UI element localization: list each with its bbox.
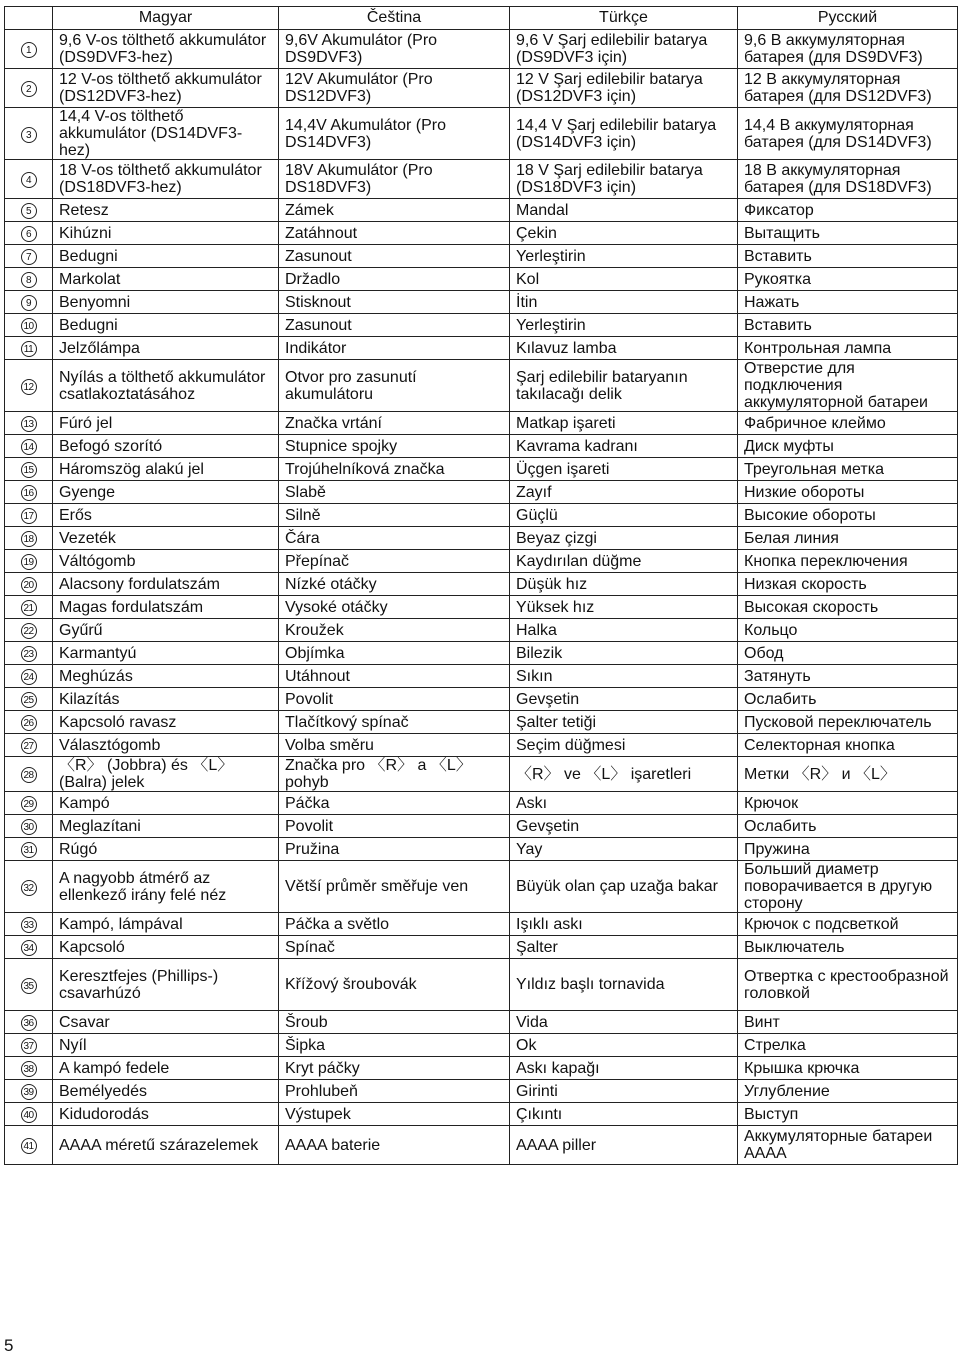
cell-russian: Фабричное клеймо — [738, 412, 958, 435]
cell-turkish: İtin — [510, 291, 738, 314]
circled-number: 36 — [21, 1015, 37, 1031]
table-row — [5, 642, 958, 665]
table-row — [5, 291, 958, 314]
cell-czech: Šroub — [279, 1011, 510, 1034]
column-header-turkish: Türkçe — [510, 7, 738, 30]
row-number-cell — [5, 1080, 53, 1103]
cell-hungarian: Bedugni — [53, 314, 279, 337]
row-number-cell — [5, 792, 53, 815]
cell-russian: Высокие обороты — [738, 504, 958, 527]
cell-turkish: Askı — [510, 792, 738, 815]
cell-russian: Селекторная кнопка — [738, 734, 958, 757]
cell-czech: Kroužek — [279, 619, 510, 642]
table-row — [5, 913, 958, 936]
row-number-cell — [5, 291, 53, 314]
table-row — [5, 245, 958, 268]
cell-hungarian: Háromszög alakú jel — [53, 458, 279, 481]
cell-czech: Zatáhnout — [279, 222, 510, 245]
cell-turkish: Matkap işareti — [510, 412, 738, 435]
table-row — [5, 665, 958, 688]
circled-number: 28 — [21, 767, 37, 783]
row-number-cell — [5, 1126, 53, 1165]
cell-hungarian: Erős — [53, 504, 279, 527]
row-number-cell — [5, 665, 53, 688]
cell-hungarian: 18 V-os tölthető akkumulátor (DS18DVF3-hez) — [53, 160, 279, 199]
circled-number: 34 — [21, 940, 37, 956]
table-row — [5, 1011, 958, 1034]
cell-czech: Prohlubeň — [279, 1080, 510, 1103]
circled-number: 11 — [21, 341, 37, 357]
cell-czech: Stupnice spojky — [279, 435, 510, 458]
table-row — [5, 1034, 958, 1057]
row-number-cell — [5, 838, 53, 861]
cell-turkish: Yıldız başlı tornavida — [510, 959, 738, 1011]
column-header-czech: Čeština — [279, 7, 510, 30]
cell-turkish: Kılavuz lamba — [510, 337, 738, 360]
cell-russian: Выступ — [738, 1103, 958, 1126]
row-number-cell — [5, 757, 53, 792]
cell-czech: Vysoké otáčky — [279, 596, 510, 619]
row-number-cell — [5, 936, 53, 959]
cell-russian: Вытащить — [738, 222, 958, 245]
cell-russian: Нажать — [738, 291, 958, 314]
row-number-cell — [5, 30, 53, 69]
cell-czech: Značka pro 〈R〉 a 〈L〉 pohyb — [279, 757, 510, 792]
cell-czech: Silně — [279, 504, 510, 527]
row-number-cell — [5, 412, 53, 435]
circled-number: 35 — [21, 978, 37, 994]
cell-hungarian: Meghúzás — [53, 665, 279, 688]
cell-hungarian: Benyomni — [53, 291, 279, 314]
table-row — [5, 550, 958, 573]
cell-russian: Затянуть — [738, 665, 958, 688]
cell-turkish: Zayıf — [510, 481, 738, 504]
cell-hungarian: Csavar — [53, 1011, 279, 1034]
column-header-russian: Русский — [738, 7, 958, 30]
table-row — [5, 69, 958, 108]
row-number-cell — [5, 314, 53, 337]
circled-number: 5 — [21, 203, 37, 219]
row-number-cell — [5, 337, 53, 360]
cell-czech: 18V Akumulátor (Pro DS18DVF3) — [279, 160, 510, 199]
page-number: 5 — [4, 1336, 14, 1355]
cell-russian: Ослабить — [738, 688, 958, 711]
cell-russian: 9,6 В аккумуляторная батарея (для DS9DVF3) — [738, 30, 958, 69]
circled-number: 25 — [21, 692, 37, 708]
table-row — [5, 861, 958, 913]
row-number-cell — [5, 959, 53, 1011]
cell-czech: Indikátor — [279, 337, 510, 360]
cell-hungarian: Kidudorodás — [53, 1103, 279, 1126]
circled-number: 27 — [21, 738, 37, 754]
cell-czech: Nízké otáčky — [279, 573, 510, 596]
circled-number: 32 — [21, 880, 37, 896]
table-row — [5, 1080, 958, 1103]
cell-russian: Белая линия — [738, 527, 958, 550]
cell-hungarian: Kilazítás — [53, 688, 279, 711]
cell-hungarian: Befogó szorító — [53, 435, 279, 458]
circled-number: 30 — [21, 819, 37, 835]
table-row — [5, 1126, 958, 1165]
table-row — [5, 30, 958, 69]
circled-number: 8 — [21, 272, 37, 288]
cell-turkish: Güçlü — [510, 504, 738, 527]
table-row — [5, 596, 958, 619]
table-row — [5, 412, 958, 435]
row-number-cell — [5, 435, 53, 458]
cell-hungarian: A kampó fedele — [53, 1057, 279, 1080]
cell-russian: Ослабить — [738, 815, 958, 838]
cell-hungarian: Vezeték — [53, 527, 279, 550]
cell-russian: Крышка крючка — [738, 1057, 958, 1080]
cell-hungarian: Kampó, lámpával — [53, 913, 279, 936]
cell-hungarian: Markolat — [53, 268, 279, 291]
column-header-hungarian: Magyar — [53, 7, 279, 30]
cell-czech: Pružina — [279, 838, 510, 861]
row-number-cell — [5, 360, 53, 412]
circled-number: 39 — [21, 1084, 37, 1100]
cell-turkish: Seçim düğmesi — [510, 734, 738, 757]
table-row — [5, 1103, 958, 1126]
cell-russian: Обод — [738, 642, 958, 665]
row-number-cell — [5, 619, 53, 642]
cell-russian: 18 В аккумуляторная батарея (для DS18DVF3) — [738, 160, 958, 199]
cell-hungarian: Magas fordulatszám — [53, 596, 279, 619]
row-number-cell — [5, 642, 53, 665]
cell-turkish: Yüksek hız — [510, 596, 738, 619]
table-row — [5, 619, 958, 642]
circled-number: 29 — [21, 796, 37, 812]
row-number-cell — [5, 596, 53, 619]
circled-number: 3 — [21, 127, 37, 143]
cell-russian: Отверстие для подключения аккумуляторной батареи — [738, 360, 958, 412]
cell-hungarian: Retesz — [53, 199, 279, 222]
circled-number: 16 — [21, 485, 37, 501]
cell-czech: Zámek — [279, 199, 510, 222]
circled-number: 26 — [21, 715, 37, 731]
circled-number: 22 — [21, 623, 37, 639]
circled-number: 21 — [21, 600, 37, 616]
cell-russian: Углубление — [738, 1080, 958, 1103]
circled-number: 1 — [21, 42, 37, 58]
row-number-cell — [5, 711, 53, 734]
circled-number: 6 — [21, 226, 37, 242]
cell-turkish: Çıkıntı — [510, 1103, 738, 1126]
circled-number: 37 — [21, 1038, 37, 1054]
cell-czech: Stisknout — [279, 291, 510, 314]
cell-czech: Trojúhelníková značka — [279, 458, 510, 481]
cell-czech: Výstupek — [279, 1103, 510, 1126]
cell-russian: Пусковой переключатель — [738, 711, 958, 734]
row-number-cell — [5, 688, 53, 711]
cell-hungarian: Karmantyú — [53, 642, 279, 665]
table-row — [5, 504, 958, 527]
cell-czech: Otvor pro zasunutí akumulátoru — [279, 360, 510, 412]
table-row — [5, 458, 958, 481]
cell-turkish: Çekin — [510, 222, 738, 245]
row-number-cell — [5, 913, 53, 936]
circled-number: 20 — [21, 577, 37, 593]
cell-hungarian: Alacsony fordulatszám — [53, 573, 279, 596]
row-number-cell — [5, 108, 53, 160]
cell-turkish: 18 V Şarj edilebilir batarya (DS18DVF3 için) — [510, 160, 738, 199]
circled-number: 23 — [21, 646, 37, 662]
cell-turkish: Ok — [510, 1034, 738, 1057]
cell-hungarian: Keresztfejes (Phillips-) csavarhúzó — [53, 959, 279, 1011]
row-number-cell — [5, 1034, 53, 1057]
cell-russian: Винт — [738, 1011, 958, 1034]
cell-russian: Низкая скорость — [738, 573, 958, 596]
cell-hungarian: 14,4 V-os tölthető akkumulátor (DS14DVF3-hez) — [53, 108, 279, 160]
cell-hungarian: Fúró jel — [53, 412, 279, 435]
cell-hungarian: Gyűrű — [53, 619, 279, 642]
cell-turkish: Üçgen işareti — [510, 458, 738, 481]
circled-number: 7 — [21, 249, 37, 265]
row-number-cell — [5, 861, 53, 913]
cell-czech: Spínač — [279, 936, 510, 959]
cell-russian: Треугольная метка — [738, 458, 958, 481]
cell-turkish: Askı kapağı — [510, 1057, 738, 1080]
cell-turkish: Vida — [510, 1011, 738, 1034]
row-number-cell — [5, 527, 53, 550]
circled-number: 19 — [21, 554, 37, 570]
cell-turkish: Mandal — [510, 199, 738, 222]
row-number-cell — [5, 222, 53, 245]
table-body — [5, 30, 958, 1165]
cell-turkish: Yerleştirin — [510, 245, 738, 268]
table-row — [5, 711, 958, 734]
cell-turkish: Düşük hız — [510, 573, 738, 596]
cell-turkish: Büyük olan çap uzağa bakar — [510, 861, 738, 913]
cell-hungarian: Váltógomb — [53, 550, 279, 573]
cell-czech: AAAA baterie — [279, 1126, 510, 1165]
cell-czech: Držadlo — [279, 268, 510, 291]
row-number-cell — [5, 199, 53, 222]
cell-czech: Větší průměr směřuje ven — [279, 861, 510, 913]
circled-number: 13 — [21, 416, 37, 432]
table-row — [5, 573, 958, 596]
cell-russian: Вставить — [738, 314, 958, 337]
table-row — [5, 481, 958, 504]
circled-number: 12 — [21, 379, 37, 395]
cell-hungarian: AAAA méretű szárazelemek — [53, 1126, 279, 1165]
cell-hungarian: Bemélyedés — [53, 1080, 279, 1103]
table-row — [5, 337, 958, 360]
row-number-cell — [5, 458, 53, 481]
table-row — [5, 936, 958, 959]
cell-hungarian: Bedugni — [53, 245, 279, 268]
cell-russian: Метки 〈R〉 и 〈L〉 — [738, 757, 958, 792]
table-row — [5, 1057, 958, 1080]
circled-number: 4 — [21, 172, 37, 188]
cell-czech: Zasunout — [279, 245, 510, 268]
cell-russian: Высокая скорость — [738, 596, 958, 619]
cell-russian: 14,4 В аккумуляторная батарея (для DS14DVF3) — [738, 108, 958, 160]
cell-turkish: Yay — [510, 838, 738, 861]
row-number-cell — [5, 481, 53, 504]
cell-czech: Slabě — [279, 481, 510, 504]
cell-turkish: Gevşetin — [510, 688, 738, 711]
cell-czech: Zasunout — [279, 314, 510, 337]
table-row — [5, 222, 958, 245]
table-row — [5, 959, 958, 1011]
table-row — [5, 757, 958, 792]
row-number-cell — [5, 1057, 53, 1080]
cell-russian: Отвертка с крестообразной головкой — [738, 959, 958, 1011]
cell-hungarian: Választógomb — [53, 734, 279, 757]
cell-russian: Выключатель — [738, 936, 958, 959]
cell-czech: Páčka a světlo — [279, 913, 510, 936]
cell-turkish: Gevşetin — [510, 815, 738, 838]
cell-hungarian: A nagyobb átmérő az ellenkező irány felé néz — [53, 861, 279, 913]
cell-turkish: Kavrama kadranı — [510, 435, 738, 458]
cell-russian: 12 В аккумуляторная батарея (для DS12DVF3) — [738, 69, 958, 108]
cell-hungarian: Kihúzni — [53, 222, 279, 245]
terminology-table — [4, 6, 958, 1165]
cell-turkish: 12 V Şarj edilebilir batarya (DS12DVF3 için) — [510, 69, 738, 108]
cell-czech: Čára — [279, 527, 510, 550]
cell-hungarian: Gyenge — [53, 481, 279, 504]
cell-hungarian: Nyíl — [53, 1034, 279, 1057]
cell-russian: Пружина — [738, 838, 958, 861]
number-column-header — [5, 7, 53, 30]
row-number-cell — [5, 504, 53, 527]
cell-russian: Стрелка — [738, 1034, 958, 1057]
cell-turkish: Şalter tetiği — [510, 711, 738, 734]
cell-czech: Povolit — [279, 688, 510, 711]
cell-czech: Volba směru — [279, 734, 510, 757]
circled-number: 15 — [21, 462, 37, 478]
row-number-cell — [5, 550, 53, 573]
cell-russian: Аккумуляторные батареи AAAA — [738, 1126, 958, 1165]
cell-turkish: 14,4 V Şarj edilebilir batarya (DS14DVF3 için) — [510, 108, 738, 160]
table-row — [5, 160, 958, 199]
cell-czech: 12V Akumulátor (Pro DS12DVF3) — [279, 69, 510, 108]
cell-turkish: Şarj edilebilir bataryanın takılacağı delik — [510, 360, 738, 412]
table-row — [5, 108, 958, 160]
cell-hungarian: Rúgó — [53, 838, 279, 861]
row-number-cell — [5, 734, 53, 757]
cell-hungarian: Nyílás a tölthető akkumulátor csatlakoztatásához — [53, 360, 279, 412]
table-row — [5, 734, 958, 757]
cell-turkish: Girinti — [510, 1080, 738, 1103]
circled-number: 40 — [21, 1107, 37, 1123]
row-number-cell — [5, 815, 53, 838]
table-row — [5, 199, 958, 222]
circled-number: 38 — [21, 1061, 37, 1077]
circled-number: 24 — [21, 669, 37, 685]
table-row — [5, 360, 958, 412]
circled-number: 2 — [21, 81, 37, 97]
circled-number: 31 — [21, 842, 37, 858]
cell-hungarian: Kapcsoló ravasz — [53, 711, 279, 734]
cell-turkish: Beyaz çizgi — [510, 527, 738, 550]
cell-turkish: Bilezik — [510, 642, 738, 665]
cell-hungarian: Kapcsoló — [53, 936, 279, 959]
cell-hungarian: Jelzőlámpa — [53, 337, 279, 360]
cell-russian: Фиксатор — [738, 199, 958, 222]
circled-number: 18 — [21, 531, 37, 547]
cell-hungarian: 9,6 V-os tölthető akkumulátor (DS9DVF3-hez) — [53, 30, 279, 69]
header-row — [5, 7, 958, 30]
row-number-cell — [5, 69, 53, 108]
cell-czech: Značka vrtání — [279, 412, 510, 435]
cell-russian: Рукоятка — [738, 268, 958, 291]
cell-russian: Контрольная лампа — [738, 337, 958, 360]
cell-czech: Utáhnout — [279, 665, 510, 688]
cell-russian: Вставить — [738, 245, 958, 268]
cell-hungarian: Meglazítani — [53, 815, 279, 838]
circled-number: 41 — [21, 1138, 37, 1154]
cell-hungarian: 〈R〉 (Jobbra) és 〈L〉 (Balra) jelek — [53, 757, 279, 792]
cell-czech: Křížový šroubovák — [279, 959, 510, 1011]
cell-turkish: 〈R〉 ve 〈L〉 işaretleri — [510, 757, 738, 792]
cell-turkish: Işıklı askı — [510, 913, 738, 936]
cell-czech: Povolit — [279, 815, 510, 838]
table-row — [5, 815, 958, 838]
table-row — [5, 268, 958, 291]
row-number-cell — [5, 160, 53, 199]
table-row — [5, 792, 958, 815]
circled-number: 9 — [21, 295, 37, 311]
cell-czech: 14,4V Akumulátor (Pro DS14DVF3) — [279, 108, 510, 160]
table-row — [5, 838, 958, 861]
cell-czech: Šipka — [279, 1034, 510, 1057]
row-number-cell — [5, 1011, 53, 1034]
table-row — [5, 688, 958, 711]
cell-turkish: Kol — [510, 268, 738, 291]
row-number-cell — [5, 245, 53, 268]
circled-number: 33 — [21, 917, 37, 933]
cell-czech: Přepínač — [279, 550, 510, 573]
cell-turkish: Kaydırılan düğme — [510, 550, 738, 573]
table-row — [5, 435, 958, 458]
cell-turkish: Yerleştirin — [510, 314, 738, 337]
cell-russian: Низкие обороты — [738, 481, 958, 504]
circled-number: 10 — [21, 318, 37, 334]
cell-russian: Кнопка переключения — [738, 550, 958, 573]
row-number-cell — [5, 268, 53, 291]
row-number-cell — [5, 573, 53, 596]
row-number-cell — [5, 1103, 53, 1126]
table-row — [5, 527, 958, 550]
cell-turkish: 9,6 V Şarj edilebilir batarya (DS9DVF3 için) — [510, 30, 738, 69]
cell-czech: Kryt páčky — [279, 1057, 510, 1080]
cell-russian: Крючок — [738, 792, 958, 815]
cell-turkish: AAAA piller — [510, 1126, 738, 1165]
cell-hungarian: Kampó — [53, 792, 279, 815]
cell-czech: Objímka — [279, 642, 510, 665]
cell-czech: Tlačítkový spínač — [279, 711, 510, 734]
cell-turkish: Sıkın — [510, 665, 738, 688]
cell-russian: Диск муфты — [738, 435, 958, 458]
cell-russian: Кольцо — [738, 619, 958, 642]
cell-russian: Больший диаметр поворачивается в другую сторону — [738, 861, 958, 913]
circled-number: 14 — [21, 439, 37, 455]
cell-czech: 9,6V Akumulátor (Pro DS9DVF3) — [279, 30, 510, 69]
cell-turkish: Halka — [510, 619, 738, 642]
cell-hungarian: 12 V-os tölthető akkumulátor (DS12DVF3-hez) — [53, 69, 279, 108]
table-row — [5, 314, 958, 337]
cell-russian: Крючок с подсветкой — [738, 913, 958, 936]
circled-number: 17 — [21, 508, 37, 524]
cell-turkish: Şalter — [510, 936, 738, 959]
cell-czech: Páčka — [279, 792, 510, 815]
